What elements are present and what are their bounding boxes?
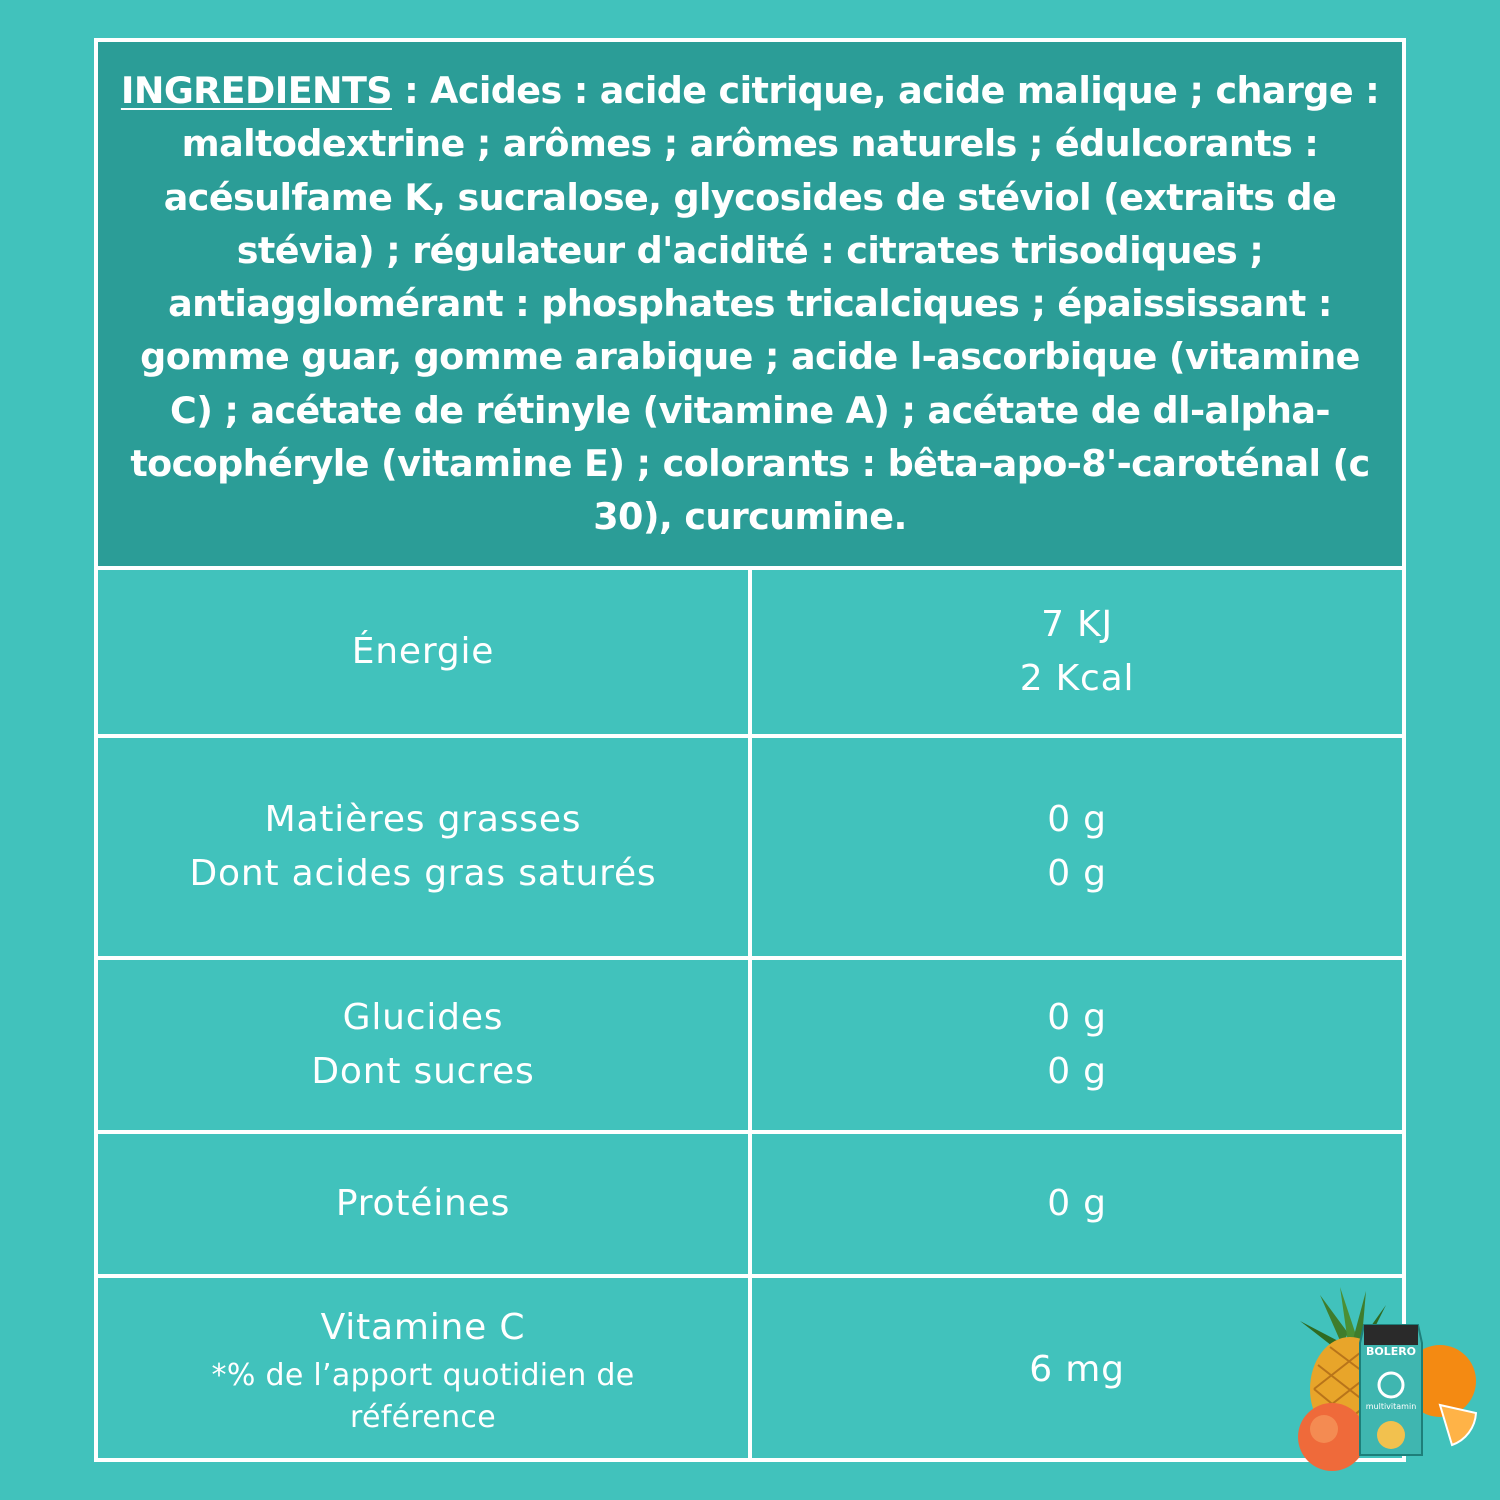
energy-value-cell [752, 570, 1402, 734]
energy-label: Énergie [351, 631, 495, 672]
reference-intake-note: *% de l’apport quotidien de référence [211, 1358, 635, 1435]
ingredients-heading: INGREDIENTS [120, 69, 392, 112]
fat-label-cell [98, 738, 748, 956]
protein-label: Protéines [335, 1183, 511, 1224]
ingredients-text: : Acides : acide citrique, acide malique ; charge : maltodextrine ; arômes ; arômes naturels ; édulcorants : acésulfame K, sucralose, glycosides de stéviol (extraits de stévia) ; régulateur d'acidité : citrates trisodiques ; antiagglomérant : phosphates tricalciques ; épaississant : gomme guar, gomme arabique ; acide l-ascorbique (vitamine C) ; acétate de rétinyle (vitamine A) ; acétate de dl-alpha-tocophéryle (vitamine E) ; colorants : bêta-apo-8'-caroténal (c 30), curcumine. [130, 69, 1380, 539]
vitamin-c-label-cell [98, 1278, 748, 1462]
sugars-value: 0 g [1047, 1051, 1107, 1092]
fat-label: Matières grasses [264, 799, 582, 840]
fat-value-cell [752, 738, 1402, 956]
saturated-fat-label: Dont acides gras saturés [189, 853, 657, 894]
energy-kcal-value: 2 Kcal [1019, 658, 1135, 699]
pineapple-orange-peach-sachet-icon [1290, 1285, 1480, 1475]
carbs-label-cell [98, 960, 748, 1130]
energy-label-cell [98, 570, 748, 734]
sachet-brand-text: BOLERO [1365, 1345, 1417, 1358]
energy-kj-value: 7 KJ [1041, 604, 1113, 645]
carbs-value: 0 g [1047, 997, 1107, 1038]
protein-value-cell [752, 1134, 1402, 1274]
sachet-flavor-text: multivitamin [1365, 1402, 1417, 1411]
sachet-icon [1360, 1325, 1422, 1455]
protein-label-cell [98, 1134, 748, 1274]
nutrition-card [94, 38, 1406, 1462]
protein-value: 0 g [1047, 1183, 1107, 1224]
vitamin-c-value: 6 mg [1029, 1349, 1125, 1390]
carbs-value-cell [752, 960, 1402, 1130]
saturated-fat-value: 0 g [1047, 853, 1107, 894]
vitamin-c-label: Vitamine C [320, 1307, 526, 1348]
ingredients-section [98, 42, 1402, 566]
carbs-label: Glucides [342, 997, 504, 1038]
sugars-label: Dont sucres [311, 1051, 535, 1092]
fat-value: 0 g [1047, 799, 1107, 840]
